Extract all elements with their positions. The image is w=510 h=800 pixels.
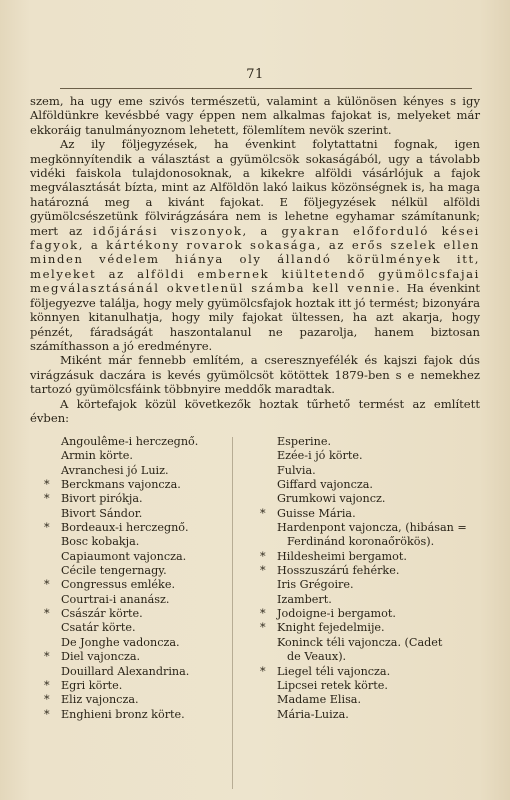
body-text — [30, 94, 480, 425]
pear-variety-name: Liegel téli vajoncza. — [277, 664, 391, 678]
pear-variety-entry — [40, 636, 230, 650]
pear-variety-name: Angoulême-i herczegnő. — [61, 435, 199, 448]
pear-variety-name: Armin körte. — [61, 449, 133, 463]
pear-variety-entry — [40, 521, 230, 535]
pear-variety-entry — [40, 464, 230, 478]
pear-variety-entry — [40, 607, 230, 621]
pear-variety-name: Diel vajoncza. — [61, 650, 141, 664]
pear-variety-entry — [256, 550, 476, 564]
pear-variety-entry — [256, 636, 476, 665]
pear-variety-entry — [256, 693, 476, 707]
pear-variety-entry — [256, 564, 476, 578]
pear-variety-name: Bordeaux-i herczegnő. — [61, 521, 189, 535]
pear-list-left — [40, 435, 230, 722]
pear-variety-entry — [256, 507, 476, 521]
pear-variety-name: Koninck téli vajoncza. (Cadet — [277, 635, 443, 649]
pear-variety-entry — [40, 478, 230, 492]
pear-list-right — [256, 435, 476, 722]
pear-variety-name: Egri körte. — [61, 678, 123, 692]
pear-variety-name: Enghieni bronz körte. — [61, 707, 185, 721]
paragraph-4: A körtefajok közül következők hoztak tűrhető termést az említett évben: — [30, 396, 480, 425]
asterisk-marker: * — [44, 578, 50, 592]
pear-variety-entry — [40, 564, 230, 578]
pear-variety-entry — [256, 607, 476, 621]
pear-variety-name: Fulvia. — [277, 463, 316, 477]
pear-variety-entry — [256, 449, 476, 463]
pear-variety-name: Giffard vajoncza. — [277, 478, 373, 492]
pear-variety-name: Hardenpont vajoncza, (hibásan = — [277, 521, 467, 535]
paragraph-2-emphasis: időjárási viszonyok, a gyakran előforduló kései fagyok, a kártékony rovarok sokasága, az erős szelek ellen minden védelem hiánya oly állandó körülmények itt, melyeket az alföldi embernek kiültetendő gyümölcsfajai megválasztásánál okvetlenül számba kell vennie. — [30, 223, 480, 296]
asterisk-marker: * — [44, 707, 50, 721]
pear-variety-entry — [256, 521, 476, 550]
pear-variety-name: Courtrai-i ananász. — [61, 592, 170, 606]
pear-variety-entry — [40, 550, 230, 564]
pear-variety-entry — [40, 449, 230, 463]
pear-variety-entry — [256, 578, 476, 592]
pear-variety-entry — [256, 464, 476, 478]
asterisk-marker: * — [44, 678, 50, 692]
pear-variety-name: Bosc kobakja. — [61, 535, 140, 549]
asterisk-marker: * — [44, 492, 50, 506]
pear-variety-entry — [40, 435, 230, 449]
pear-variety-name: Douillard Alexandrina. — [61, 664, 190, 678]
pear-variety-entry — [256, 492, 476, 506]
asterisk-marker: * — [260, 664, 266, 678]
pear-variety-name: Lipcsei retek körte. — [277, 678, 388, 692]
pear-variety-entry — [40, 593, 230, 607]
paragraph-3: Miként már fennebb említém, a cseresznyefélék és kajszi fajok dús virágzásuk daczára is kevés gyümölcsöt kötöttek 1879-ben s e nemekhez tartozó gyümölcsfáink többnyire meddők maradtak. — [30, 353, 480, 397]
asterisk-marker: * — [44, 478, 50, 492]
pear-variety-name-continued: de Veaux). — [287, 650, 347, 664]
pear-variety-name: Bivort Sándor. — [61, 506, 143, 520]
asterisk-marker: * — [44, 607, 50, 621]
paragraph-2-end: Ha évenkint följegyezve találja, hogy mely gyümölcsfajok hoztak itt jó termést; bizonyára könnyen kitanulhatja, hogy mily fajokat ültessen, ha azt akarja, hogy pénzét, fáradságát haszontalanul ne pazarolja, hanem biztosan számíthasson a jó eredményre. — [30, 281, 480, 353]
pear-variety-name: Congressus emléke. — [61, 578, 175, 592]
header-rule — [60, 88, 472, 89]
pear-variety-entry — [256, 435, 476, 449]
pear-variety-entry — [40, 693, 230, 707]
pear-variety-name: Jodoigne-i bergamot. — [277, 607, 396, 621]
pear-variety-name: Császár körte. — [61, 607, 143, 621]
paragraph-2 — [30, 137, 480, 353]
pear-variety-name: Izambert. — [277, 592, 332, 606]
pear-variety-entry — [40, 679, 230, 693]
pear-variety-entry — [40, 650, 230, 664]
pear-variety-name: Capiaumont vajoncza. — [61, 549, 187, 563]
pear-variety-name: Guisse Mária. — [277, 506, 356, 520]
pear-variety-entry — [40, 535, 230, 549]
pear-variety-name: Esperine. — [277, 435, 331, 448]
pear-variety-entry — [256, 621, 476, 635]
pear-variety-name: Mária-Luiza. — [277, 707, 349, 721]
asterisk-marker: * — [260, 621, 266, 635]
pear-variety-entry — [40, 708, 230, 722]
pear-variety-name: De Jonghe vadoncza. — [61, 635, 180, 649]
pear-variety-entry — [40, 507, 230, 521]
pear-variety-entry — [40, 665, 230, 679]
asterisk-marker: * — [44, 693, 50, 707]
page-number: 71 — [246, 67, 264, 82]
pear-variety-name: Iris Grégoire. — [277, 578, 354, 592]
pear-variety-name: Hosszuszárú fehérke. — [277, 564, 400, 578]
pear-variety-name: Bivort pirókja. — [61, 492, 143, 506]
pear-variety-entry — [256, 665, 476, 679]
paragraph-2-start: Az ily följegyzések, ha évenkint folytattatni fognak, igen megkönnyítendik a választást a gyümölcsök sokaságából, ugy a távolabb vidéki faiskola tulajdonosoknak, a kikekre alföldi vásárlójuk a fajok megválasztását bízta, mint az Alföldön lakó laikus közönségnek is, ha maga határozná meg a kivánt fajokat. E följegyzések nélkül alföldi gyümölcsészetünk fölvirágzására nem is lehetne egyhamar számítanunk; mert az — [30, 137, 480, 238]
asterisk-marker: * — [260, 506, 266, 520]
asterisk-marker: * — [260, 549, 266, 563]
pear-variety-name-continued: Ferdinánd koronaőrökös). — [287, 535, 435, 549]
pear-variety-entry — [256, 708, 476, 722]
pear-variety-entry — [256, 478, 476, 492]
pear-variety-name: Madame Elisa. — [277, 693, 362, 707]
pear-variety-name: Cécile tengernagy. — [61, 564, 167, 578]
pear-variety-entry — [40, 578, 230, 592]
pear-variety-entry — [256, 593, 476, 607]
pear-variety-entry — [256, 679, 476, 693]
asterisk-marker: * — [44, 521, 50, 535]
column-divider — [232, 437, 241, 789]
asterisk-marker: * — [44, 650, 50, 664]
asterisk-marker: * — [260, 564, 266, 578]
pear-variety-name: Hildesheimi bergamot. — [277, 549, 407, 563]
asterisk-marker: * — [260, 607, 266, 621]
pear-variety-name: Eliz vajoncza. — [61, 693, 139, 707]
pear-variety-entry — [40, 492, 230, 506]
paragraph-1: szem, ha ugy eme szivós természetü, valamint a különösen kényes s igy Alföldünkre kevésbbé vagy éppen nem alkalmas fajokat is, melyeket már ekkoráig tanulmányoznom lehetett, fölemlítem nevök szerint. — [30, 94, 480, 137]
pear-variety-name: Grumkowi vajoncz. — [277, 492, 386, 506]
pear-variety-entry — [40, 621, 230, 635]
pear-variety-name: Avranchesi jó Luiz. — [61, 463, 169, 477]
pear-variety-name: Csatár körte. — [61, 621, 136, 635]
pear-variety-name: Knight fejedelmije. — [277, 621, 385, 635]
pear-variety-name: Ezée-i jó körte. — [277, 449, 363, 463]
pear-variety-name: Berckmans vajoncza. — [61, 478, 181, 492]
